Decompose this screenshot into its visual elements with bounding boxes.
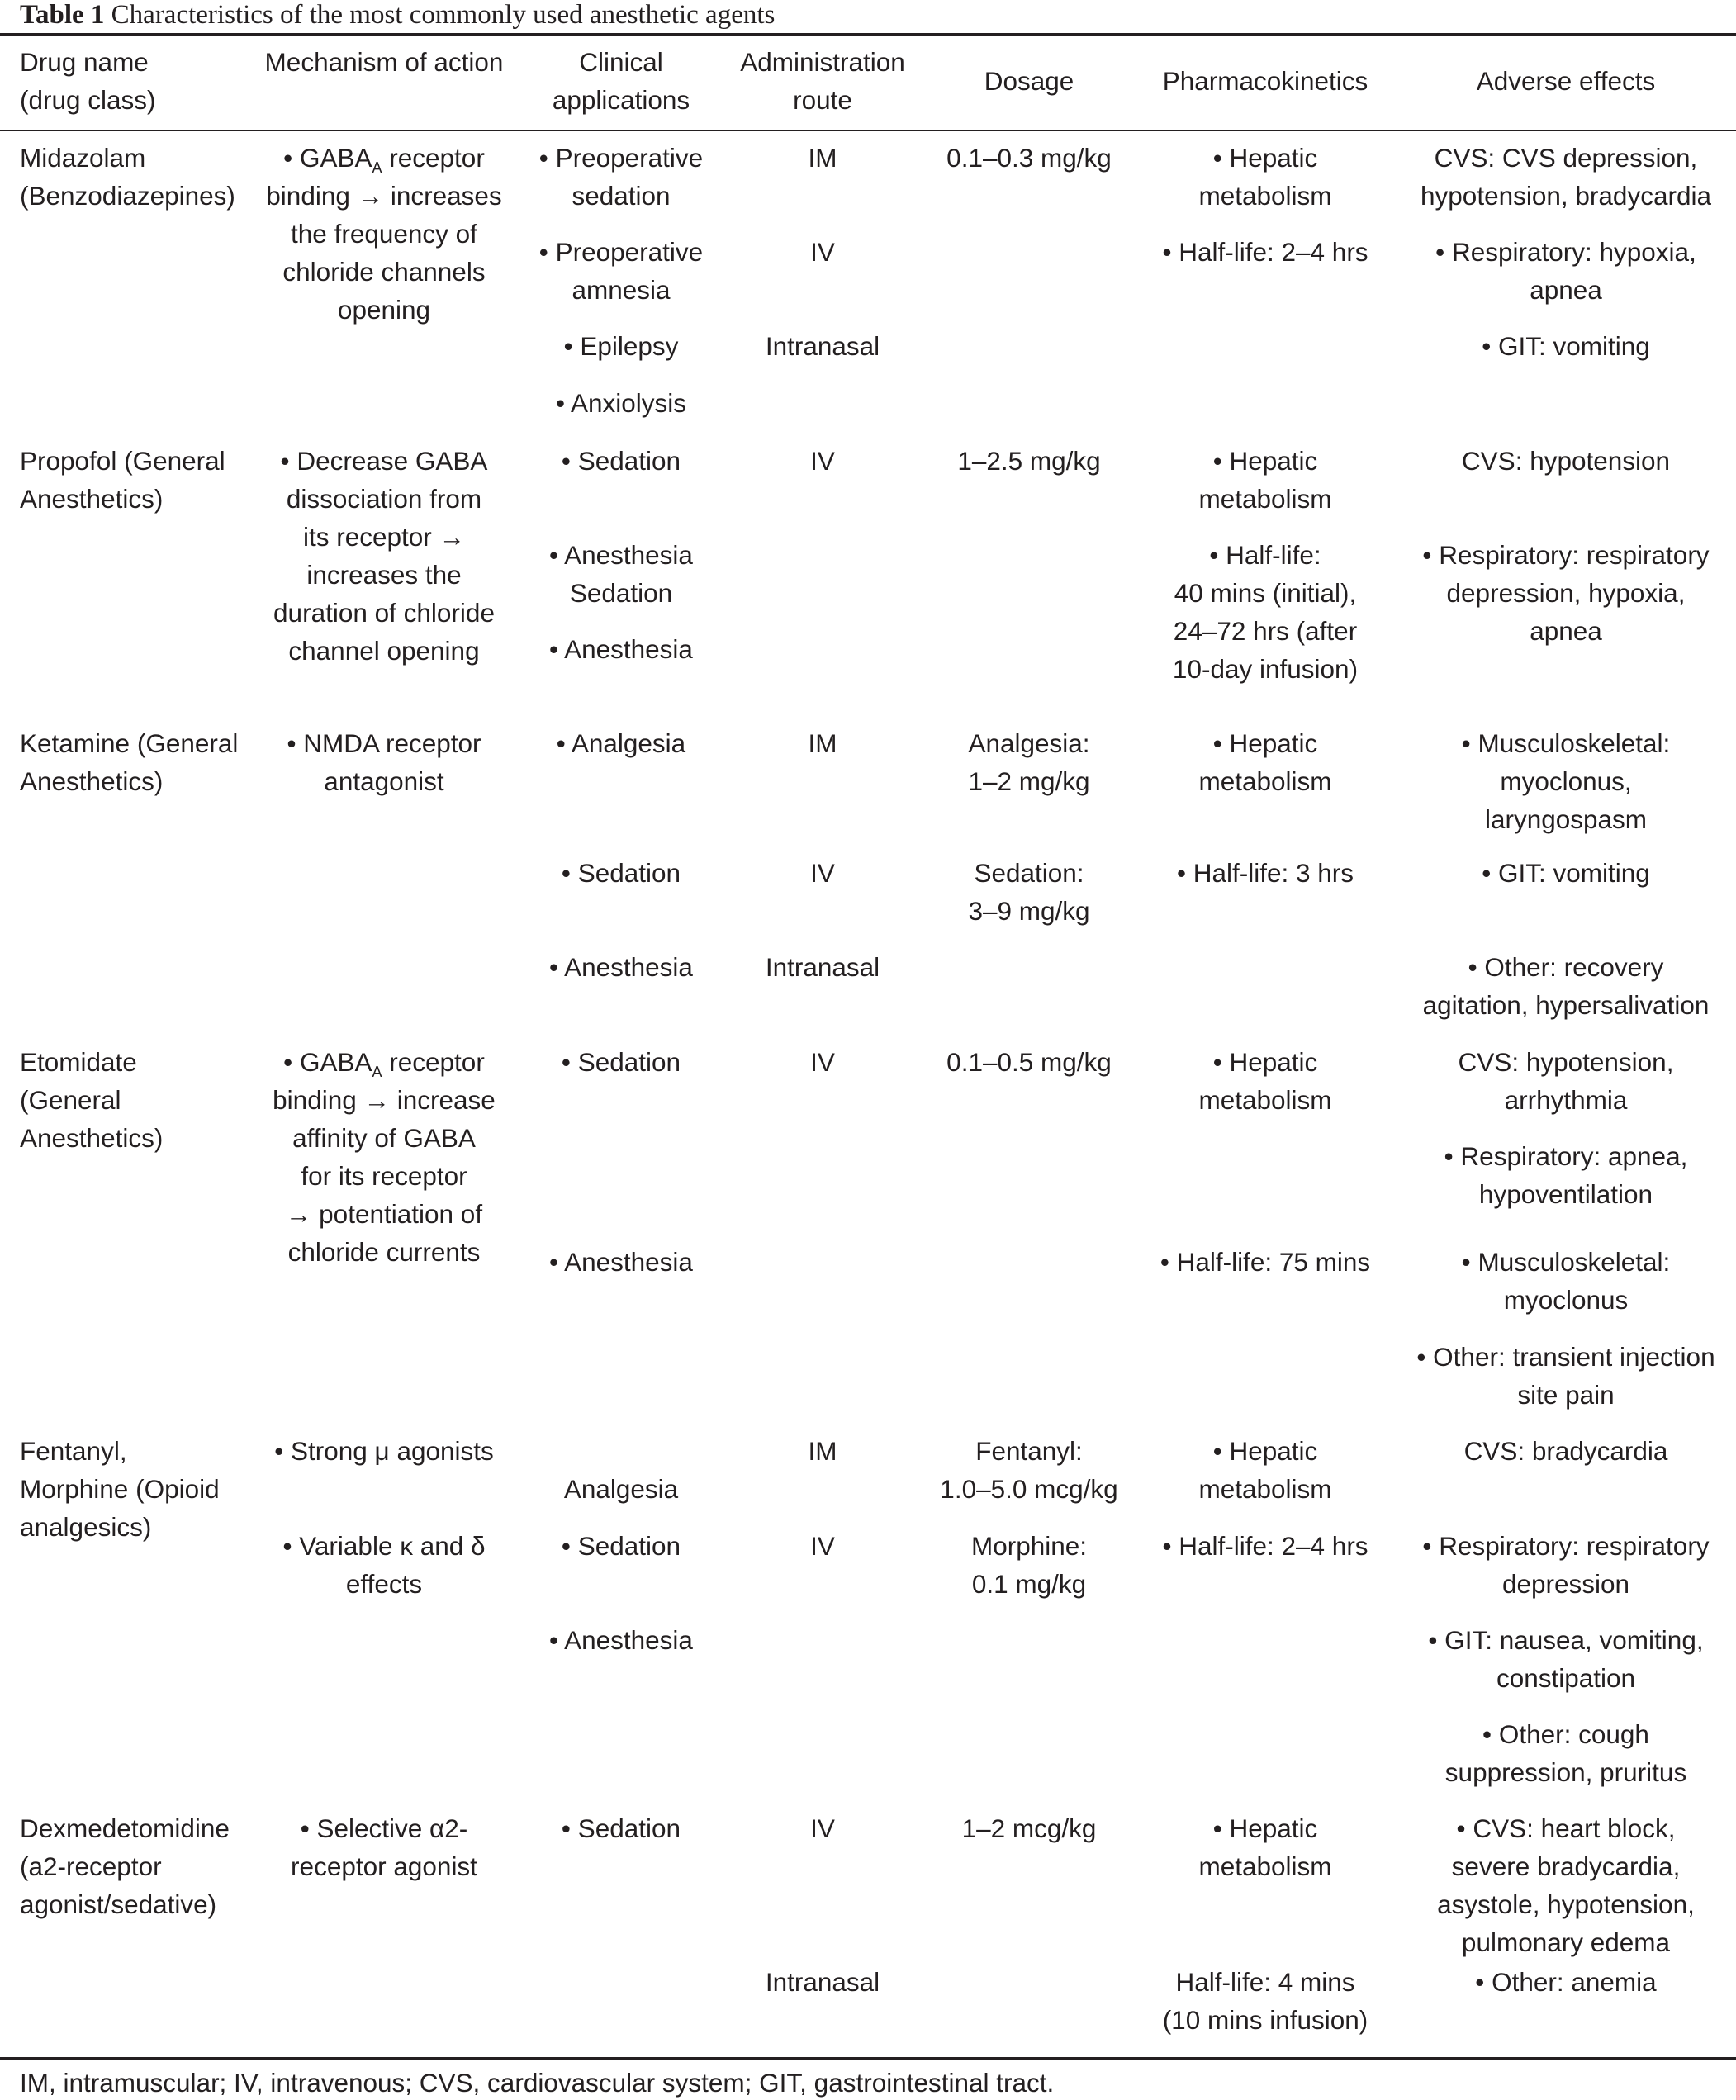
cell-dosage: 1–2 mcg/kg [961,1813,1097,1843]
header-clinical-applications: Clinical applications [552,47,690,115]
cell-adverse-effects: • GIT: vomiting [1482,331,1650,361]
header-mechanism: Mechanism of action [264,47,504,77]
cell-adverse-effects: • Respiratory: hypoxia, apnea [1435,237,1696,305]
cell-adverse-effects: • GIT: vomiting [1482,858,1650,888]
cell-administration-route: Intranasal [765,331,880,361]
header-drug-name: Drug name (drug class) [20,47,156,115]
cell-clinical-applications: • Anesthesia Sedation [549,540,693,608]
cell-adverse-effects: • Other: anemia [1475,1967,1657,1997]
cell-mechanism: • Decrease GABA dissociation from its receptor → increases the duration of chloride channel opening [273,446,495,666]
cell-adverse-effects: • CVS: heart block, severe bradycardia, asystole, hypotension, pulmonary edema [1437,1813,1695,1957]
header-adverse-effects: Adverse effects [1476,66,1656,96]
cell-clinical-applications: • Anesthesia [549,1247,693,1277]
cell-clinical-applications: • Analgesia [556,728,686,758]
cell-administration-route: IV [810,1531,835,1561]
table-caption-label: Table 1 [20,0,105,30]
cell-administration-route: Intranasal [765,1967,880,1997]
cell-adverse-effects: CVS: hypotension, arrhythmia [1458,1047,1674,1115]
cell-administration-route: IV [810,1047,835,1077]
cell-adverse-effects: • Respiratory: respiratory depression [1422,1531,1710,1599]
cell-pharmacokinetics: • Hepatic metabolism [1198,728,1332,796]
cell-clinical-applications: Analgesia [563,1474,679,1504]
cell-administration-route: IV [810,446,835,476]
cell-clinical-applications: • Sedation [561,858,681,888]
cell-clinical-applications: • Anxiolysis [555,388,687,418]
cell-mechanism: • NMDA receptor antagonist [287,728,481,796]
table-footnote: IM, intramuscular; IV, intravenous; CVS, cardiovascular system; GIT, gastrointestinal tract. [20,2068,1055,2098]
cell-administration-route: IM [808,728,837,758]
cell-pharmacokinetics: • Hepatic metabolism [1198,143,1332,211]
cell-adverse-effects: • Musculoskeletal: myoclonus, laryngospasm [1461,728,1671,834]
cell-clinical-applications: • Sedation [561,1047,681,1077]
cell-adverse-effects: CVS: CVS depression, hypotension, bradycardia [1421,143,1711,211]
cell-adverse-effects: • GIT: nausea, vomiting, constipation [1428,1625,1704,1693]
subscript: A [372,159,382,176]
cell-pharmacokinetics: • Hepatic metabolism [1198,1436,1332,1504]
cell-drug-name: Midazolam (Benzodiazepines) [20,143,235,211]
cell-dosage: Fentanyl: 1.0–5.0 mcg/kg [940,1436,1118,1504]
cell-adverse-effects: • Other: cough suppression, pruritus [1444,1719,1687,1787]
cell-administration-route: IV [810,858,835,888]
table-caption [20,0,775,30]
cell-pharmacokinetics: • Hepatic metabolism [1198,446,1332,514]
cell-pharmacokinetics: • Half-life: 2–4 hrs [1162,1531,1368,1561]
cell-mechanism: • Strong μ agonists [274,1436,494,1466]
cell-clinical-applications: • Epilepsy [563,331,679,361]
table-caption-title: Characteristics of the most commonly used anesthetic agents [111,0,776,30]
cell-clinical-applications: • Sedation [561,1531,681,1561]
cell-dosage: Analgesia: 1–2 mg/kg [968,728,1090,796]
subscript: A [372,1064,382,1080]
cell-pharmacokinetics: • Half-life: 2–4 hrs [1162,237,1368,267]
cell-mechanism: • $GABA_A$ receptor binding → increases the frequency of chloride channels opening [266,143,502,325]
cell-dosage: 0.1–0.3 mg/kg [946,143,1112,173]
cell-dosage: 0.1–0.5 mg/kg [946,1047,1112,1077]
cell-mechanism: • $GABA_A$ receptor binding → increase affinity of GABA for its receptor → potentiation of chloride currents [273,1047,496,1267]
cell-dosage: 1–2.5 mg/kg [957,446,1101,476]
header-bottom-rule [0,130,1736,131]
cell-mechanism: • Variable κ and δ effects [282,1531,486,1599]
cell-pharmacokinetics: • Half-life: 3 hrs [1176,858,1354,888]
cell-pharmacokinetics: • Half-life: 40 mins (initial), 24–72 hrs (after 10-day infusion) [1172,540,1359,684]
cell-clinical-applications: • Sedation [561,1813,681,1843]
cell-drug-name: Fentanyl, Morphine (Opioid analgesics) [20,1436,220,1542]
cell-administration-route: IV [810,237,835,267]
header-administration-route: Administration route [740,47,905,115]
cell-administration-route: IM [808,1436,837,1466]
cell-adverse-effects: • Respiratory: respiratory depression, hypoxia, apnea [1422,540,1710,646]
cell-drug-name: Etomidate (General Anesthetics) [20,1047,164,1153]
table-bottom-rule [0,2057,1736,2060]
cell-dosage: Sedation: 3–9 mg/kg [968,858,1090,926]
table-top-rule [0,33,1736,36]
cell-adverse-effects: • Other: transient injection site pain [1416,1342,1715,1410]
cell-administration-route: IV [810,1813,835,1843]
cell-mechanism: • Selective α2- receptor agonist [291,1813,477,1881]
cell-adverse-effects: • Musculoskeletal: myoclonus [1461,1247,1671,1315]
cell-dosage: Morphine: 0.1 mg/kg [970,1531,1088,1599]
cell-clinical-applications: • Anesthesia [549,1625,693,1655]
cell-drug-name: Propofol (General Anesthetics) [20,446,225,514]
cell-drug-name: Ketamine (General Anesthetics) [20,728,239,796]
cell-adverse-effects: • Respiratory: apnea, hypoventilation [1444,1141,1688,1209]
header-pharmacokinetics: Pharmacokinetics [1162,66,1368,96]
cell-clinical-applications: • Preoperative sedation [538,143,704,211]
cell-pharmacokinetics: • Half-life: 75 mins [1160,1247,1371,1277]
cell-clinical-applications: • Anesthesia [549,952,693,982]
cell-drug-name: Dexmedetomidine (a2-receptor agonist/sedative) [20,1813,230,1919]
cell-administration-route: IM [808,143,837,173]
cell-clinical-applications: • Preoperative amnesia [538,237,704,305]
cell-clinical-applications: • Anesthesia [549,634,693,664]
cell-pharmacokinetics: • Hepatic metabolism [1198,1047,1332,1115]
cell-adverse-effects: • Other: recovery agitation, hypersalivation [1422,952,1710,1020]
cell-clinical-applications: • Sedation [561,446,681,476]
cell-adverse-effects: CVS: bradycardia [1463,1436,1668,1466]
cell-administration-route: Intranasal [765,952,880,982]
cell-adverse-effects: CVS: hypotension [1461,446,1671,476]
cell-pharmacokinetics: Half-life: 4 mins (10 mins infusion) [1162,1967,1368,2035]
header-dosage: Dosage [984,66,1074,96]
cell-pharmacokinetics: • Hepatic metabolism [1198,1813,1332,1881]
